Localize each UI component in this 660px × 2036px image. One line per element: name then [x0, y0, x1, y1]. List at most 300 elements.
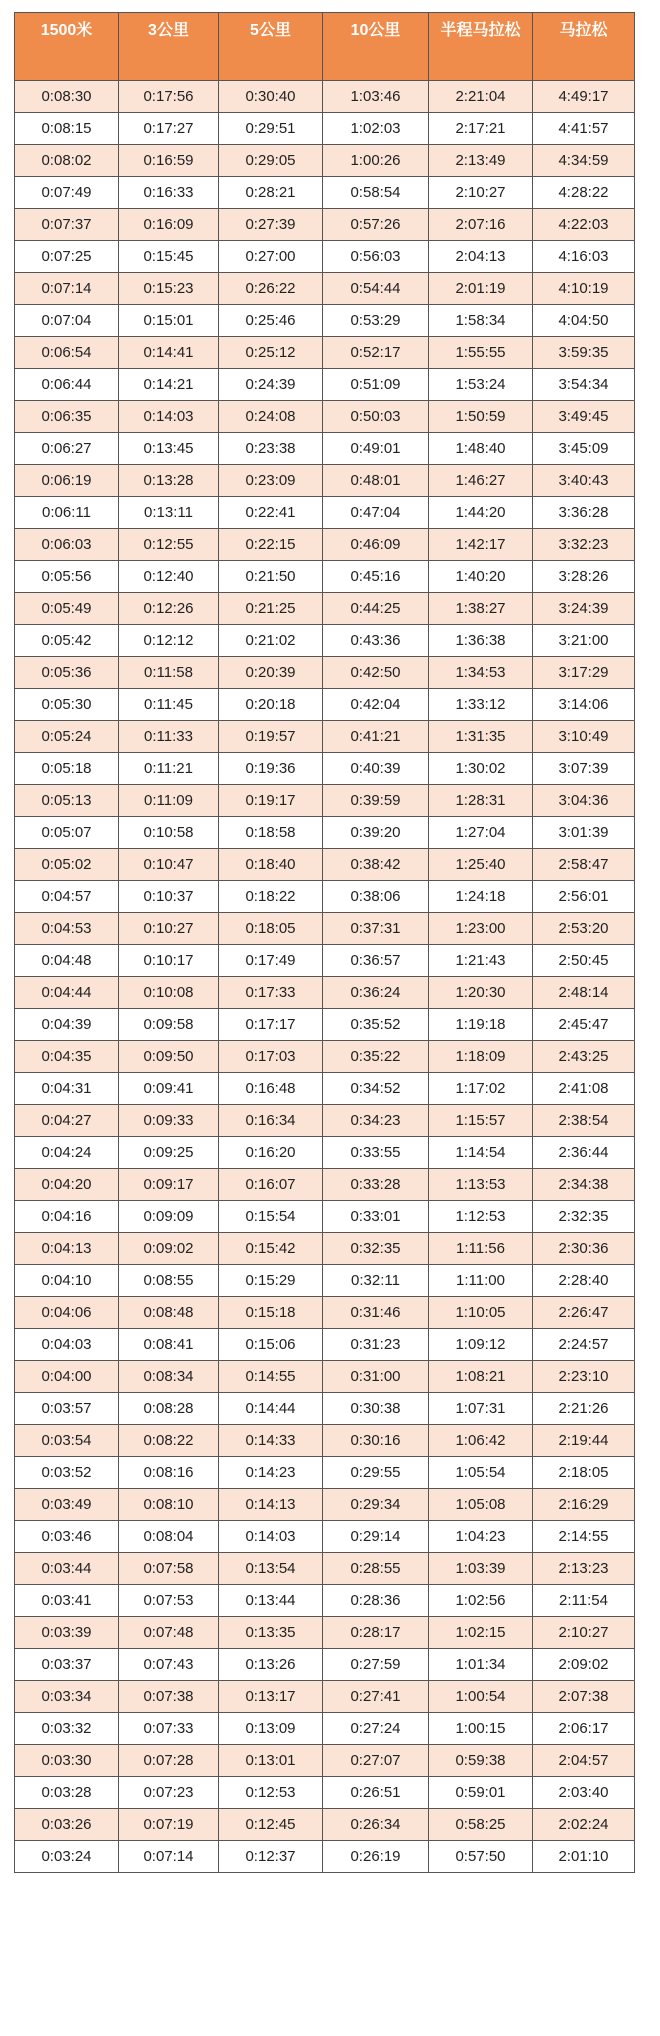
table-row — [15, 1809, 635, 1841]
cell-10km: 0:34:23 — [323, 1105, 429, 1137]
cell-10km: 0:30:38 — [323, 1393, 429, 1425]
cell-1500m: 0:04:16 — [15, 1201, 119, 1233]
cell-marathon: 3:54:34 — [533, 369, 635, 401]
cell-marathon: 2:43:25 — [533, 1041, 635, 1073]
cell-3km: 0:08:41 — [119, 1329, 219, 1361]
cell-marathon: 2:26:47 — [533, 1297, 635, 1329]
cell-3km: 0:14:21 — [119, 369, 219, 401]
cell-3km: 0:12:40 — [119, 561, 219, 593]
cell-3km: 0:08:22 — [119, 1425, 219, 1457]
cell-marathon: 2:04:57 — [533, 1745, 635, 1777]
cell-5km: 0:22:41 — [219, 497, 323, 529]
cell-half-marathon: 1:00:15 — [429, 1713, 533, 1745]
cell-1500m: 0:04:31 — [15, 1073, 119, 1105]
cell-3km: 0:10:27 — [119, 913, 219, 945]
cell-10km: 0:27:41 — [323, 1681, 429, 1713]
cell-marathon: 3:14:06 — [533, 689, 635, 721]
header-half-marathon: 半程马拉松 — [429, 13, 533, 81]
cell-1500m: 0:03:46 — [15, 1521, 119, 1553]
cell-10km: 0:41:21 — [323, 721, 429, 753]
cell-1500m: 0:04:53 — [15, 913, 119, 945]
cell-5km: 0:13:17 — [219, 1681, 323, 1713]
cell-1500m: 0:07:49 — [15, 177, 119, 209]
cell-5km: 0:16:34 — [219, 1105, 323, 1137]
cell-5km: 0:18:22 — [219, 881, 323, 913]
cell-3km: 0:07:58 — [119, 1553, 219, 1585]
cell-10km: 0:42:50 — [323, 657, 429, 689]
cell-marathon: 2:19:44 — [533, 1425, 635, 1457]
cell-5km: 0:16:20 — [219, 1137, 323, 1169]
cell-10km: 0:57:26 — [323, 209, 429, 241]
cell-marathon: 2:32:35 — [533, 1201, 635, 1233]
cell-5km: 0:21:02 — [219, 625, 323, 657]
cell-5km: 0:18:05 — [219, 913, 323, 945]
cell-10km: 1:00:26 — [323, 145, 429, 177]
cell-5km: 0:13:01 — [219, 1745, 323, 1777]
cell-half-marathon: 1:46:27 — [429, 465, 533, 497]
race-time-table — [14, 12, 635, 1873]
cell-1500m: 0:08:02 — [15, 145, 119, 177]
table-row — [15, 817, 635, 849]
cell-1500m: 0:05:56 — [15, 561, 119, 593]
cell-5km: 0:22:15 — [219, 529, 323, 561]
cell-10km: 0:38:06 — [323, 881, 429, 913]
cell-marathon: 2:38:54 — [533, 1105, 635, 1137]
cell-10km: 0:33:55 — [323, 1137, 429, 1169]
cell-3km: 0:16:09 — [119, 209, 219, 241]
cell-1500m: 0:03:34 — [15, 1681, 119, 1713]
cell-10km: 0:52:17 — [323, 337, 429, 369]
cell-5km: 0:14:13 — [219, 1489, 323, 1521]
table-row — [15, 977, 635, 1009]
cell-10km: 0:54:44 — [323, 273, 429, 305]
cell-3km: 0:15:01 — [119, 305, 219, 337]
cell-3km: 0:08:34 — [119, 1361, 219, 1393]
cell-half-marathon: 1:18:09 — [429, 1041, 533, 1073]
cell-5km: 0:16:07 — [219, 1169, 323, 1201]
cell-1500m: 0:07:04 — [15, 305, 119, 337]
cell-half-marathon: 1:42:17 — [429, 529, 533, 561]
cell-marathon: 3:04:36 — [533, 785, 635, 817]
cell-3km: 0:14:41 — [119, 337, 219, 369]
table-row — [15, 369, 635, 401]
cell-marathon: 2:56:01 — [533, 881, 635, 913]
cell-marathon: 3:49:45 — [533, 401, 635, 433]
cell-marathon: 2:36:44 — [533, 1137, 635, 1169]
cell-marathon: 2:41:08 — [533, 1073, 635, 1105]
cell-1500m: 0:03:24 — [15, 1841, 119, 1873]
table-row — [15, 113, 635, 145]
cell-10km: 0:45:16 — [323, 561, 429, 593]
cell-half-marathon: 1:53:24 — [429, 369, 533, 401]
cell-marathon: 4:28:22 — [533, 177, 635, 209]
cell-1500m: 0:03:44 — [15, 1553, 119, 1585]
cell-5km: 0:16:48 — [219, 1073, 323, 1105]
cell-half-marathon: 1:12:53 — [429, 1201, 533, 1233]
cell-3km: 0:15:23 — [119, 273, 219, 305]
cell-1500m: 0:03:26 — [15, 1809, 119, 1841]
table-row — [15, 849, 635, 881]
cell-1500m: 0:03:54 — [15, 1425, 119, 1457]
cell-10km: 0:49:01 — [323, 433, 429, 465]
cell-marathon: 2:01:10 — [533, 1841, 635, 1873]
cell-5km: 0:15:42 — [219, 1233, 323, 1265]
cell-marathon: 3:45:09 — [533, 433, 635, 465]
cell-half-marathon: 1:07:31 — [429, 1393, 533, 1425]
cell-5km: 0:21:50 — [219, 561, 323, 593]
cell-5km: 0:27:00 — [219, 241, 323, 273]
table-row — [15, 1521, 635, 1553]
cell-3km: 0:08:48 — [119, 1297, 219, 1329]
cell-10km: 0:28:55 — [323, 1553, 429, 1585]
cell-5km: 0:27:39 — [219, 209, 323, 241]
cell-3km: 0:07:23 — [119, 1777, 219, 1809]
cell-3km: 0:07:14 — [119, 1841, 219, 1873]
cell-half-marathon: 1:04:23 — [429, 1521, 533, 1553]
cell-10km: 0:29:14 — [323, 1521, 429, 1553]
cell-3km: 0:08:55 — [119, 1265, 219, 1297]
cell-marathon: 2:24:57 — [533, 1329, 635, 1361]
cell-10km: 0:26:19 — [323, 1841, 429, 1873]
cell-marathon: 3:59:35 — [533, 337, 635, 369]
cell-half-marathon: 1:14:54 — [429, 1137, 533, 1169]
cell-3km: 0:07:38 — [119, 1681, 219, 1713]
cell-half-marathon: 2:10:27 — [429, 177, 533, 209]
cell-marathon: 2:18:05 — [533, 1457, 635, 1489]
cell-half-marathon: 1:44:20 — [429, 497, 533, 529]
cell-3km: 0:12:55 — [119, 529, 219, 561]
table-row — [15, 1105, 635, 1137]
cell-3km: 0:09:02 — [119, 1233, 219, 1265]
table-row — [15, 689, 635, 721]
cell-3km: 0:11:45 — [119, 689, 219, 721]
table-row — [15, 1681, 635, 1713]
table-row — [15, 945, 635, 977]
cell-half-marathon: 1:05:08 — [429, 1489, 533, 1521]
cell-3km: 0:17:27 — [119, 113, 219, 145]
cell-10km: 0:27:59 — [323, 1649, 429, 1681]
cell-1500m: 0:04:03 — [15, 1329, 119, 1361]
cell-1500m: 0:04:06 — [15, 1297, 119, 1329]
table-row — [15, 561, 635, 593]
cell-10km: 0:33:01 — [323, 1201, 429, 1233]
cell-marathon: 2:10:27 — [533, 1617, 635, 1649]
cell-3km: 0:07:33 — [119, 1713, 219, 1745]
cell-5km: 0:24:08 — [219, 401, 323, 433]
cell-half-marathon: 2:01:19 — [429, 273, 533, 305]
cell-10km: 0:53:29 — [323, 305, 429, 337]
cell-5km: 0:21:25 — [219, 593, 323, 625]
cell-marathon: 2:13:23 — [533, 1553, 635, 1585]
cell-5km: 0:24:39 — [219, 369, 323, 401]
cell-1500m: 0:05:42 — [15, 625, 119, 657]
table-row — [15, 1073, 635, 1105]
cell-10km: 0:39:59 — [323, 785, 429, 817]
cell-5km: 0:15:18 — [219, 1297, 323, 1329]
cell-marathon: 3:36:28 — [533, 497, 635, 529]
cell-marathon: 2:06:17 — [533, 1713, 635, 1745]
cell-1500m: 0:03:28 — [15, 1777, 119, 1809]
cell-half-marathon: 0:58:25 — [429, 1809, 533, 1841]
cell-marathon: 4:04:50 — [533, 305, 635, 337]
cell-5km: 0:17:03 — [219, 1041, 323, 1073]
cell-marathon: 2:34:38 — [533, 1169, 635, 1201]
table-row — [15, 433, 635, 465]
table-row — [15, 529, 635, 561]
cell-10km: 0:46:09 — [323, 529, 429, 561]
cell-half-marathon: 1:11:00 — [429, 1265, 533, 1297]
cell-half-marathon: 2:04:13 — [429, 241, 533, 273]
cell-1500m: 0:05:24 — [15, 721, 119, 753]
cell-marathon: 3:10:49 — [533, 721, 635, 753]
cell-5km: 0:17:33 — [219, 977, 323, 1009]
cell-1500m: 0:04:27 — [15, 1105, 119, 1137]
cell-1500m: 0:05:49 — [15, 593, 119, 625]
cell-marathon: 3:28:26 — [533, 561, 635, 593]
cell-marathon: 3:32:23 — [533, 529, 635, 561]
cell-5km: 0:15:54 — [219, 1201, 323, 1233]
cell-5km: 0:12:37 — [219, 1841, 323, 1873]
table-row — [15, 1297, 635, 1329]
cell-10km: 0:48:01 — [323, 465, 429, 497]
cell-marathon: 2:14:55 — [533, 1521, 635, 1553]
cell-3km: 0:09:17 — [119, 1169, 219, 1201]
cell-3km: 0:08:28 — [119, 1393, 219, 1425]
cell-1500m: 0:06:54 — [15, 337, 119, 369]
cell-3km: 0:13:11 — [119, 497, 219, 529]
cell-marathon: 4:41:57 — [533, 113, 635, 145]
cell-marathon: 3:40:43 — [533, 465, 635, 497]
cell-half-marathon: 1:08:21 — [429, 1361, 533, 1393]
cell-10km: 0:58:54 — [323, 177, 429, 209]
cell-half-marathon: 1:40:20 — [429, 561, 533, 593]
cell-marathon: 2:50:45 — [533, 945, 635, 977]
cell-1500m: 0:04:44 — [15, 977, 119, 1009]
cell-10km: 0:44:25 — [323, 593, 429, 625]
cell-half-marathon: 1:38:27 — [429, 593, 533, 625]
cell-half-marathon: 1:33:12 — [429, 689, 533, 721]
table-row — [15, 1713, 635, 1745]
cell-10km: 0:30:16 — [323, 1425, 429, 1457]
table-row — [15, 177, 635, 209]
cell-3km: 0:09:33 — [119, 1105, 219, 1137]
table-row — [15, 881, 635, 913]
table-row — [15, 1649, 635, 1681]
cell-5km: 0:13:44 — [219, 1585, 323, 1617]
cell-5km: 0:13:26 — [219, 1649, 323, 1681]
cell-5km: 0:23:09 — [219, 465, 323, 497]
cell-half-marathon: 1:55:55 — [429, 337, 533, 369]
cell-10km: 0:47:04 — [323, 497, 429, 529]
cell-marathon: 2:30:36 — [533, 1233, 635, 1265]
cell-5km: 0:12:45 — [219, 1809, 323, 1841]
table-row — [15, 465, 635, 497]
cell-1500m: 0:03:30 — [15, 1745, 119, 1777]
cell-5km: 0:29:05 — [219, 145, 323, 177]
header-10km: 10公里 — [323, 13, 429, 81]
cell-3km: 0:10:08 — [119, 977, 219, 1009]
cell-10km: 0:32:11 — [323, 1265, 429, 1297]
cell-marathon: 2:21:26 — [533, 1393, 635, 1425]
cell-10km: 0:31:00 — [323, 1361, 429, 1393]
cell-5km: 0:19:17 — [219, 785, 323, 817]
cell-1500m: 0:04:39 — [15, 1009, 119, 1041]
cell-half-marathon: 1:05:54 — [429, 1457, 533, 1489]
cell-1500m: 0:06:11 — [15, 497, 119, 529]
table-row — [15, 401, 635, 433]
cell-3km: 0:17:56 — [119, 81, 219, 113]
cell-3km: 0:12:26 — [119, 593, 219, 625]
cell-1500m: 0:04:24 — [15, 1137, 119, 1169]
cell-3km: 0:08:16 — [119, 1457, 219, 1489]
cell-5km: 0:17:49 — [219, 945, 323, 977]
table-row — [15, 1745, 635, 1777]
table-row — [15, 1041, 635, 1073]
table-body — [15, 81, 635, 1873]
cell-10km: 0:39:20 — [323, 817, 429, 849]
cell-1500m: 0:03:32 — [15, 1713, 119, 1745]
cell-1500m: 0:06:44 — [15, 369, 119, 401]
cell-5km: 0:28:21 — [219, 177, 323, 209]
cell-1500m: 0:07:14 — [15, 273, 119, 305]
cell-1500m: 0:03:37 — [15, 1649, 119, 1681]
cell-3km: 0:13:28 — [119, 465, 219, 497]
cell-half-marathon: 1:25:40 — [429, 849, 533, 881]
cell-5km: 0:25:12 — [219, 337, 323, 369]
cell-half-marathon: 2:21:04 — [429, 81, 533, 113]
cell-1500m: 0:04:13 — [15, 1233, 119, 1265]
table-row — [15, 1169, 635, 1201]
cell-3km: 0:11:33 — [119, 721, 219, 753]
cell-1500m: 0:04:35 — [15, 1041, 119, 1073]
table-row — [15, 145, 635, 177]
cell-1500m: 0:03:39 — [15, 1617, 119, 1649]
table-row — [15, 1425, 635, 1457]
cell-5km: 0:23:38 — [219, 433, 323, 465]
cell-marathon: 3:24:39 — [533, 593, 635, 625]
cell-10km: 0:29:55 — [323, 1457, 429, 1489]
table-row — [15, 1585, 635, 1617]
cell-10km: 0:43:36 — [323, 625, 429, 657]
cell-1500m: 0:03:52 — [15, 1457, 119, 1489]
cell-3km: 0:10:17 — [119, 945, 219, 977]
cell-marathon: 3:01:39 — [533, 817, 635, 849]
cell-1500m: 0:03:41 — [15, 1585, 119, 1617]
table-row — [15, 1617, 635, 1649]
cell-marathon: 2:03:40 — [533, 1777, 635, 1809]
cell-marathon: 2:09:02 — [533, 1649, 635, 1681]
cell-10km: 0:27:24 — [323, 1713, 429, 1745]
table-row — [15, 1393, 635, 1425]
table-row — [15, 753, 635, 785]
table-row — [15, 1009, 635, 1041]
table-row — [15, 721, 635, 753]
cell-half-marathon: 1:34:53 — [429, 657, 533, 689]
table-row — [15, 1233, 635, 1265]
cell-3km: 0:07:53 — [119, 1585, 219, 1617]
cell-3km: 0:10:58 — [119, 817, 219, 849]
table-row — [15, 1329, 635, 1361]
header-5km: 5公里 — [219, 13, 323, 81]
table-row — [15, 81, 635, 113]
cell-marathon: 4:16:03 — [533, 241, 635, 273]
cell-3km: 0:11:21 — [119, 753, 219, 785]
cell-10km: 0:33:28 — [323, 1169, 429, 1201]
cell-marathon: 4:34:59 — [533, 145, 635, 177]
cell-10km: 0:27:07 — [323, 1745, 429, 1777]
cell-10km: 0:28:17 — [323, 1617, 429, 1649]
cell-10km: 0:35:22 — [323, 1041, 429, 1073]
cell-marathon: 3:17:29 — [533, 657, 635, 689]
table-row — [15, 657, 635, 689]
table-header-row — [15, 13, 635, 81]
cell-3km: 0:07:48 — [119, 1617, 219, 1649]
cell-marathon: 2:16:29 — [533, 1489, 635, 1521]
cell-marathon: 3:21:00 — [533, 625, 635, 657]
table-row — [15, 305, 635, 337]
cell-1500m: 0:04:48 — [15, 945, 119, 977]
cell-5km: 0:18:40 — [219, 849, 323, 881]
table-row — [15, 1489, 635, 1521]
cell-5km: 0:14:44 — [219, 1393, 323, 1425]
cell-3km: 0:07:28 — [119, 1745, 219, 1777]
cell-10km: 0:40:39 — [323, 753, 429, 785]
cell-3km: 0:07:19 — [119, 1809, 219, 1841]
cell-half-marathon: 1:28:31 — [429, 785, 533, 817]
cell-5km: 0:18:58 — [219, 817, 323, 849]
cell-10km: 0:35:52 — [323, 1009, 429, 1041]
cell-half-marathon: 1:24:18 — [429, 881, 533, 913]
cell-3km: 0:12:12 — [119, 625, 219, 657]
cell-5km: 0:20:39 — [219, 657, 323, 689]
cell-3km: 0:14:03 — [119, 401, 219, 433]
table-row — [15, 273, 635, 305]
cell-5km: 0:14:03 — [219, 1521, 323, 1553]
cell-3km: 0:16:59 — [119, 145, 219, 177]
table-row — [15, 1841, 635, 1873]
cell-1500m: 0:04:10 — [15, 1265, 119, 1297]
cell-half-marathon: 1:10:05 — [429, 1297, 533, 1329]
cell-marathon: 2:02:24 — [533, 1809, 635, 1841]
table-row — [15, 1777, 635, 1809]
cell-3km: 0:08:10 — [119, 1489, 219, 1521]
cell-half-marathon: 1:01:34 — [429, 1649, 533, 1681]
cell-marathon: 3:07:39 — [533, 753, 635, 785]
cell-3km: 0:15:45 — [119, 241, 219, 273]
cell-half-marathon: 1:09:12 — [429, 1329, 533, 1361]
cell-half-marathon: 1:06:42 — [429, 1425, 533, 1457]
cell-half-marathon: 1:17:02 — [429, 1073, 533, 1105]
header-1500m: 1500米 — [15, 13, 119, 81]
cell-1500m: 0:03:49 — [15, 1489, 119, 1521]
cell-marathon: 2:58:47 — [533, 849, 635, 881]
cell-half-marathon: 2:13:49 — [429, 145, 533, 177]
cell-1500m: 0:07:25 — [15, 241, 119, 273]
cell-half-marathon: 1:58:34 — [429, 305, 533, 337]
cell-half-marathon: 0:59:38 — [429, 1745, 533, 1777]
cell-half-marathon: 1:02:15 — [429, 1617, 533, 1649]
cell-marathon: 2:48:14 — [533, 977, 635, 1009]
cell-5km: 0:13:54 — [219, 1553, 323, 1585]
table-row — [15, 913, 635, 945]
cell-marathon: 2:28:40 — [533, 1265, 635, 1297]
cell-3km: 0:09:25 — [119, 1137, 219, 1169]
cell-half-marathon: 1:00:54 — [429, 1681, 533, 1713]
cell-half-marathon: 1:31:35 — [429, 721, 533, 753]
cell-1500m: 0:03:57 — [15, 1393, 119, 1425]
cell-1500m: 0:08:15 — [15, 113, 119, 145]
cell-1500m: 0:05:18 — [15, 753, 119, 785]
